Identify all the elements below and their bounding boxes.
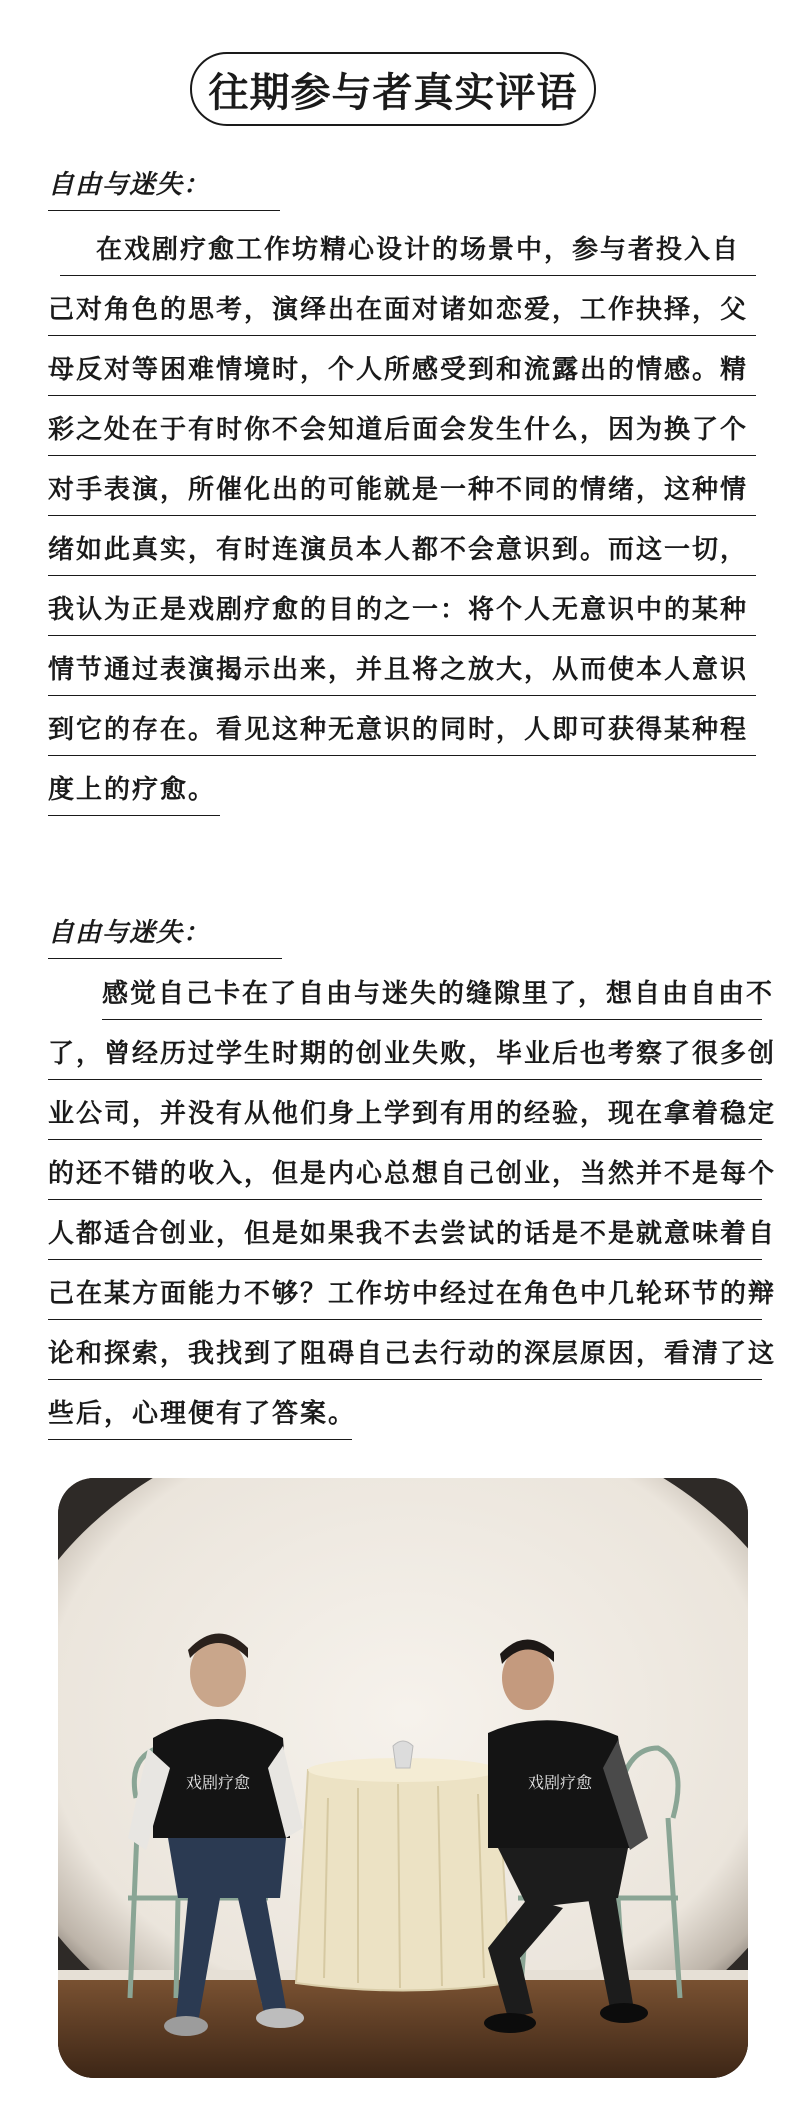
text-line: 绪如此真实，有时连演员本人都不会意识到。而这一切， bbox=[48, 535, 749, 565]
shirt-logo-right: 戏剧疗愈 bbox=[528, 1773, 593, 1792]
line-underline bbox=[48, 515, 756, 516]
line-underline bbox=[48, 1439, 352, 1440]
review-heading: 自由与迷失： bbox=[48, 170, 211, 200]
text-line: 人都适合创业，但是如果我不去尝试的话是不是就意味着自 bbox=[48, 1219, 777, 1249]
text-line: 对手表演，所催化出的可能就是一种不同的情绪，这种情 bbox=[48, 475, 749, 505]
line-underline bbox=[48, 575, 756, 576]
line-underline bbox=[48, 1079, 762, 1080]
heading-underline bbox=[48, 958, 282, 959]
text-line: 感觉自己卡在了自由与迷失的缝隙里了，想自由自由不 bbox=[102, 979, 775, 1009]
text-line: 度上的疗愈。 bbox=[48, 775, 217, 805]
heading-underline bbox=[48, 210, 280, 211]
text-line: 的还不错的收入，但是内心总想自己创业，当然并不是每个 bbox=[48, 1159, 777, 1189]
line-underline bbox=[48, 1379, 762, 1380]
text-line: 在戏剧疗愈工作坊精心设计的场景中，参与者投入自 bbox=[96, 235, 741, 265]
line-underline bbox=[48, 1139, 762, 1140]
wooden-floor bbox=[58, 1978, 748, 2078]
text-line: 己在某方面能力不够？工作坊中经过在角色中几轮环节的辩 bbox=[48, 1279, 777, 1309]
workshop-photo bbox=[58, 1478, 748, 2078]
text-line: 些后，心理便有了答案。 bbox=[48, 1399, 357, 1429]
line-underline bbox=[48, 1199, 762, 1200]
line-underline bbox=[48, 395, 756, 396]
line-underline bbox=[48, 455, 756, 456]
stage-scene bbox=[58, 1478, 748, 2078]
line-underline bbox=[48, 1319, 762, 1320]
line-underline bbox=[48, 335, 756, 336]
review-heading: 自由与迷失： bbox=[48, 918, 211, 948]
shirt-logo-left: 戏剧疗愈 bbox=[186, 1773, 251, 1792]
line-underline bbox=[48, 695, 756, 696]
text-line: 了，曾经历过学生时期的创业失败，毕业后也考察了很多创 bbox=[48, 1039, 777, 1069]
line-underline bbox=[48, 755, 756, 756]
text-line: 我认为正是戏剧疗愈的目的之一：将个人无意识中的某种 bbox=[48, 595, 749, 625]
line-underline bbox=[60, 275, 756, 276]
page-title-badge bbox=[190, 52, 596, 126]
line-underline bbox=[48, 815, 220, 816]
page-title: 往期参与者真实评语 bbox=[208, 69, 578, 116]
text-line: 己对角色的思考，演绎出在面对诸如恋爱，工作抉择，父 bbox=[48, 295, 749, 325]
text-line: 母反对等困难情境时，个人所感受到和流露出的情感。精 bbox=[48, 355, 749, 385]
text-line: 业公司，并没有从他们身上学到有用的经验，现在拿着稳定 bbox=[48, 1099, 777, 1129]
text-line: 论和探索，我找到了阻碍自己去行动的深层原因，看清了这 bbox=[48, 1339, 777, 1369]
table bbox=[296, 1741, 510, 1991]
line-underline bbox=[48, 635, 756, 636]
text-line: 到它的存在。看见这种无意识的同时，人即可获得某种程 bbox=[48, 715, 749, 745]
text-line: 彩之处在于有时你不会知道后面会发生什么，因为换了个 bbox=[48, 415, 749, 445]
line-underline bbox=[48, 1259, 762, 1260]
text-line: 情节通过表演揭示出来，并且将之放大，从而使本人意识 bbox=[48, 655, 749, 685]
line-underline bbox=[102, 1019, 762, 1020]
